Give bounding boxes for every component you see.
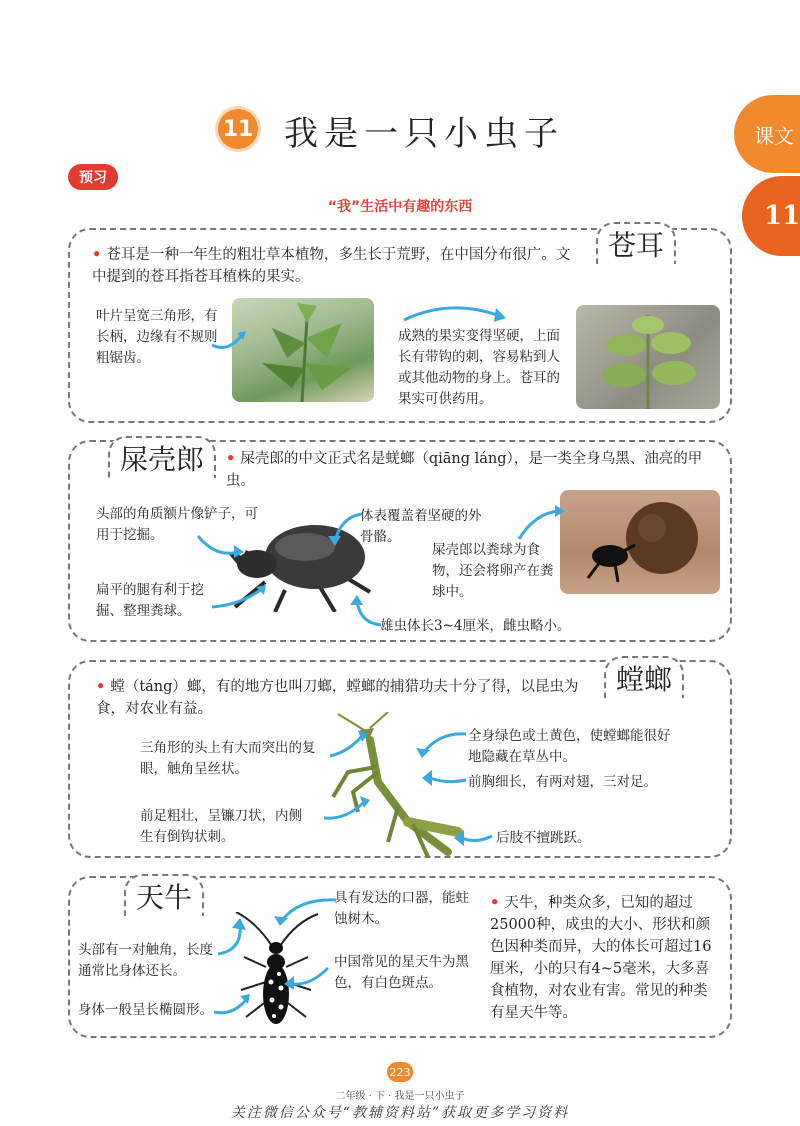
cocklebur-fruit-note: 成熟的果实变得坚硬，上面长有带钩的刺，容易粘到人或其他动物的身上。苍耳的果实可供药用。 [398,328,560,407]
cocklebur-leaf-photo [232,298,374,402]
mantis-name: 螳螂 [604,656,684,698]
dungbeetle-intro-text: 屎壳郎的中文正式名是蜣螂（qiāng láng），是一类全身乌黑、油亮的甲虫。 [226,451,703,489]
cocklebur-intro [92,244,582,288]
dungbeetle-intro [226,448,726,492]
page-title: 我是一只小虫子 [284,114,564,154]
lesson-number-badge: 11 [218,109,258,149]
dungbeetle-ball-note: 屎壳郎以粪球为食物，还会将卵产在粪球中。 [432,542,554,600]
bullet-dot: • [96,678,111,695]
longhorn-mouth-note: 具有发达的口器，能蛀蚀树木。 [334,890,469,927]
tab-kewen[interactable] [734,95,800,173]
cocklebur-leaf-drawing [232,298,374,402]
arrow-icon [452,826,496,850]
promo-text: 关注微信公众号“教辅资料站”获取更多学习资料 [230,1105,570,1121]
bullet-dot: • [490,894,505,911]
longhorn-intro-text: 天牛，种类众多，已知的超过25000种，成虫的大小、形状和颜色因种类而异，大的体长可超过16厘米，小的只有4~5毫米，大多喜食植物，对农业有害。常见的种类有星天牛等。 [490,895,712,1021]
arrow-icon [325,508,365,548]
mantis-thorax-note: 前胸细长，有两对翅，三对足。 [468,774,657,790]
dungbeetle-shell-note: 体表覆盖着坚硬的外骨骼。 [360,508,482,545]
footer-caption: 二年级 · 下 · 我是一只小虫子 [335,1091,465,1102]
section-subtitle: “我”生活中有趣的东西 [327,199,473,215]
longhorn-star-note: 中国常见的星天牛为黑色，有白色斑点。 [334,954,469,991]
longhorn-antenna-note: 头部有一对触角，长度通常比身体还长。 [78,942,213,979]
longhorn-intro [490,892,716,1024]
dungbeetle-ball-photo [560,490,720,594]
dungbeetle-head-note: 头部的角质额片像铲子，可用于挖掘。 [96,506,258,543]
arrow-icon [420,768,470,798]
tab-lesson-number[interactable] [742,176,800,256]
tab-kewen-label: 课文 [754,123,794,148]
arrow-icon [515,505,565,545]
arrow-icon [345,595,385,630]
mantis-hindlegs-note: 后肢不擅跳跃。 [496,830,591,846]
arrow-icon [400,298,510,328]
mantis-color-note: 全身绿色或土黄色，使螳螂能很好地隐藏在草丛中。 [468,728,671,765]
mantis-head-note: 三角形的头上有大而突出的复眼，触角呈丝状。 [140,740,316,777]
longhorn-body-note: 身体一般呈长椭圆形。 [78,1002,213,1018]
mantis-intro-text: 螳（táng）螂，有的地方也叫刀螂，螳螂的捕猎功夫十分了得，以昆虫为食，对农业有益。 [96,679,579,717]
cocklebur-intro-text: 苍耳是一种一年生的粗壮草本植物，多生长于荒野，在中国分布很广。文中提到的苍耳指苍耳植株的果实。 [92,247,571,285]
cocklebur-leaf-note: 叶片呈宽三角形，有长柄，边缘有不规则粗锯齿。 [96,308,218,366]
cocklebur-name: 苍耳 [596,222,676,264]
longhorn-name: 天牛 [124,874,204,916]
arrow-icon [270,896,340,926]
cocklebur-fruit-drawing [576,305,720,409]
arrow-icon [410,728,470,758]
arrow-icon [210,325,250,355]
arrow-icon [210,992,255,1022]
arrow-icon [322,796,372,826]
bullet-dot: • [92,246,107,263]
arrow-icon [212,918,252,958]
arrow-icon [196,530,246,560]
page-number: 223 [387,1062,413,1082]
arrow-icon [210,585,270,615]
arrow-icon [282,962,332,992]
dungbeetle-legs-note: 扁平的腿有利于挖掘、整理粪球。 [96,582,204,619]
cocklebur-fruit-photo [576,305,720,409]
tab-lesson-number-label: 11 [764,201,800,231]
arrow-icon [328,730,373,760]
dungbeetle-size-note: 雄虫体长3~4厘米，雌虫略小。 [380,618,571,634]
dung-ball-drawing [560,490,720,594]
dungbeetle-name: 屎壳郎 [108,436,216,478]
mantis-forelegs-note: 前足粗壮，呈镰刀状，内侧生有倒钩状刺。 [140,808,302,845]
bullet-dot: • [226,450,241,467]
preview-badge: 预习 [68,164,118,190]
